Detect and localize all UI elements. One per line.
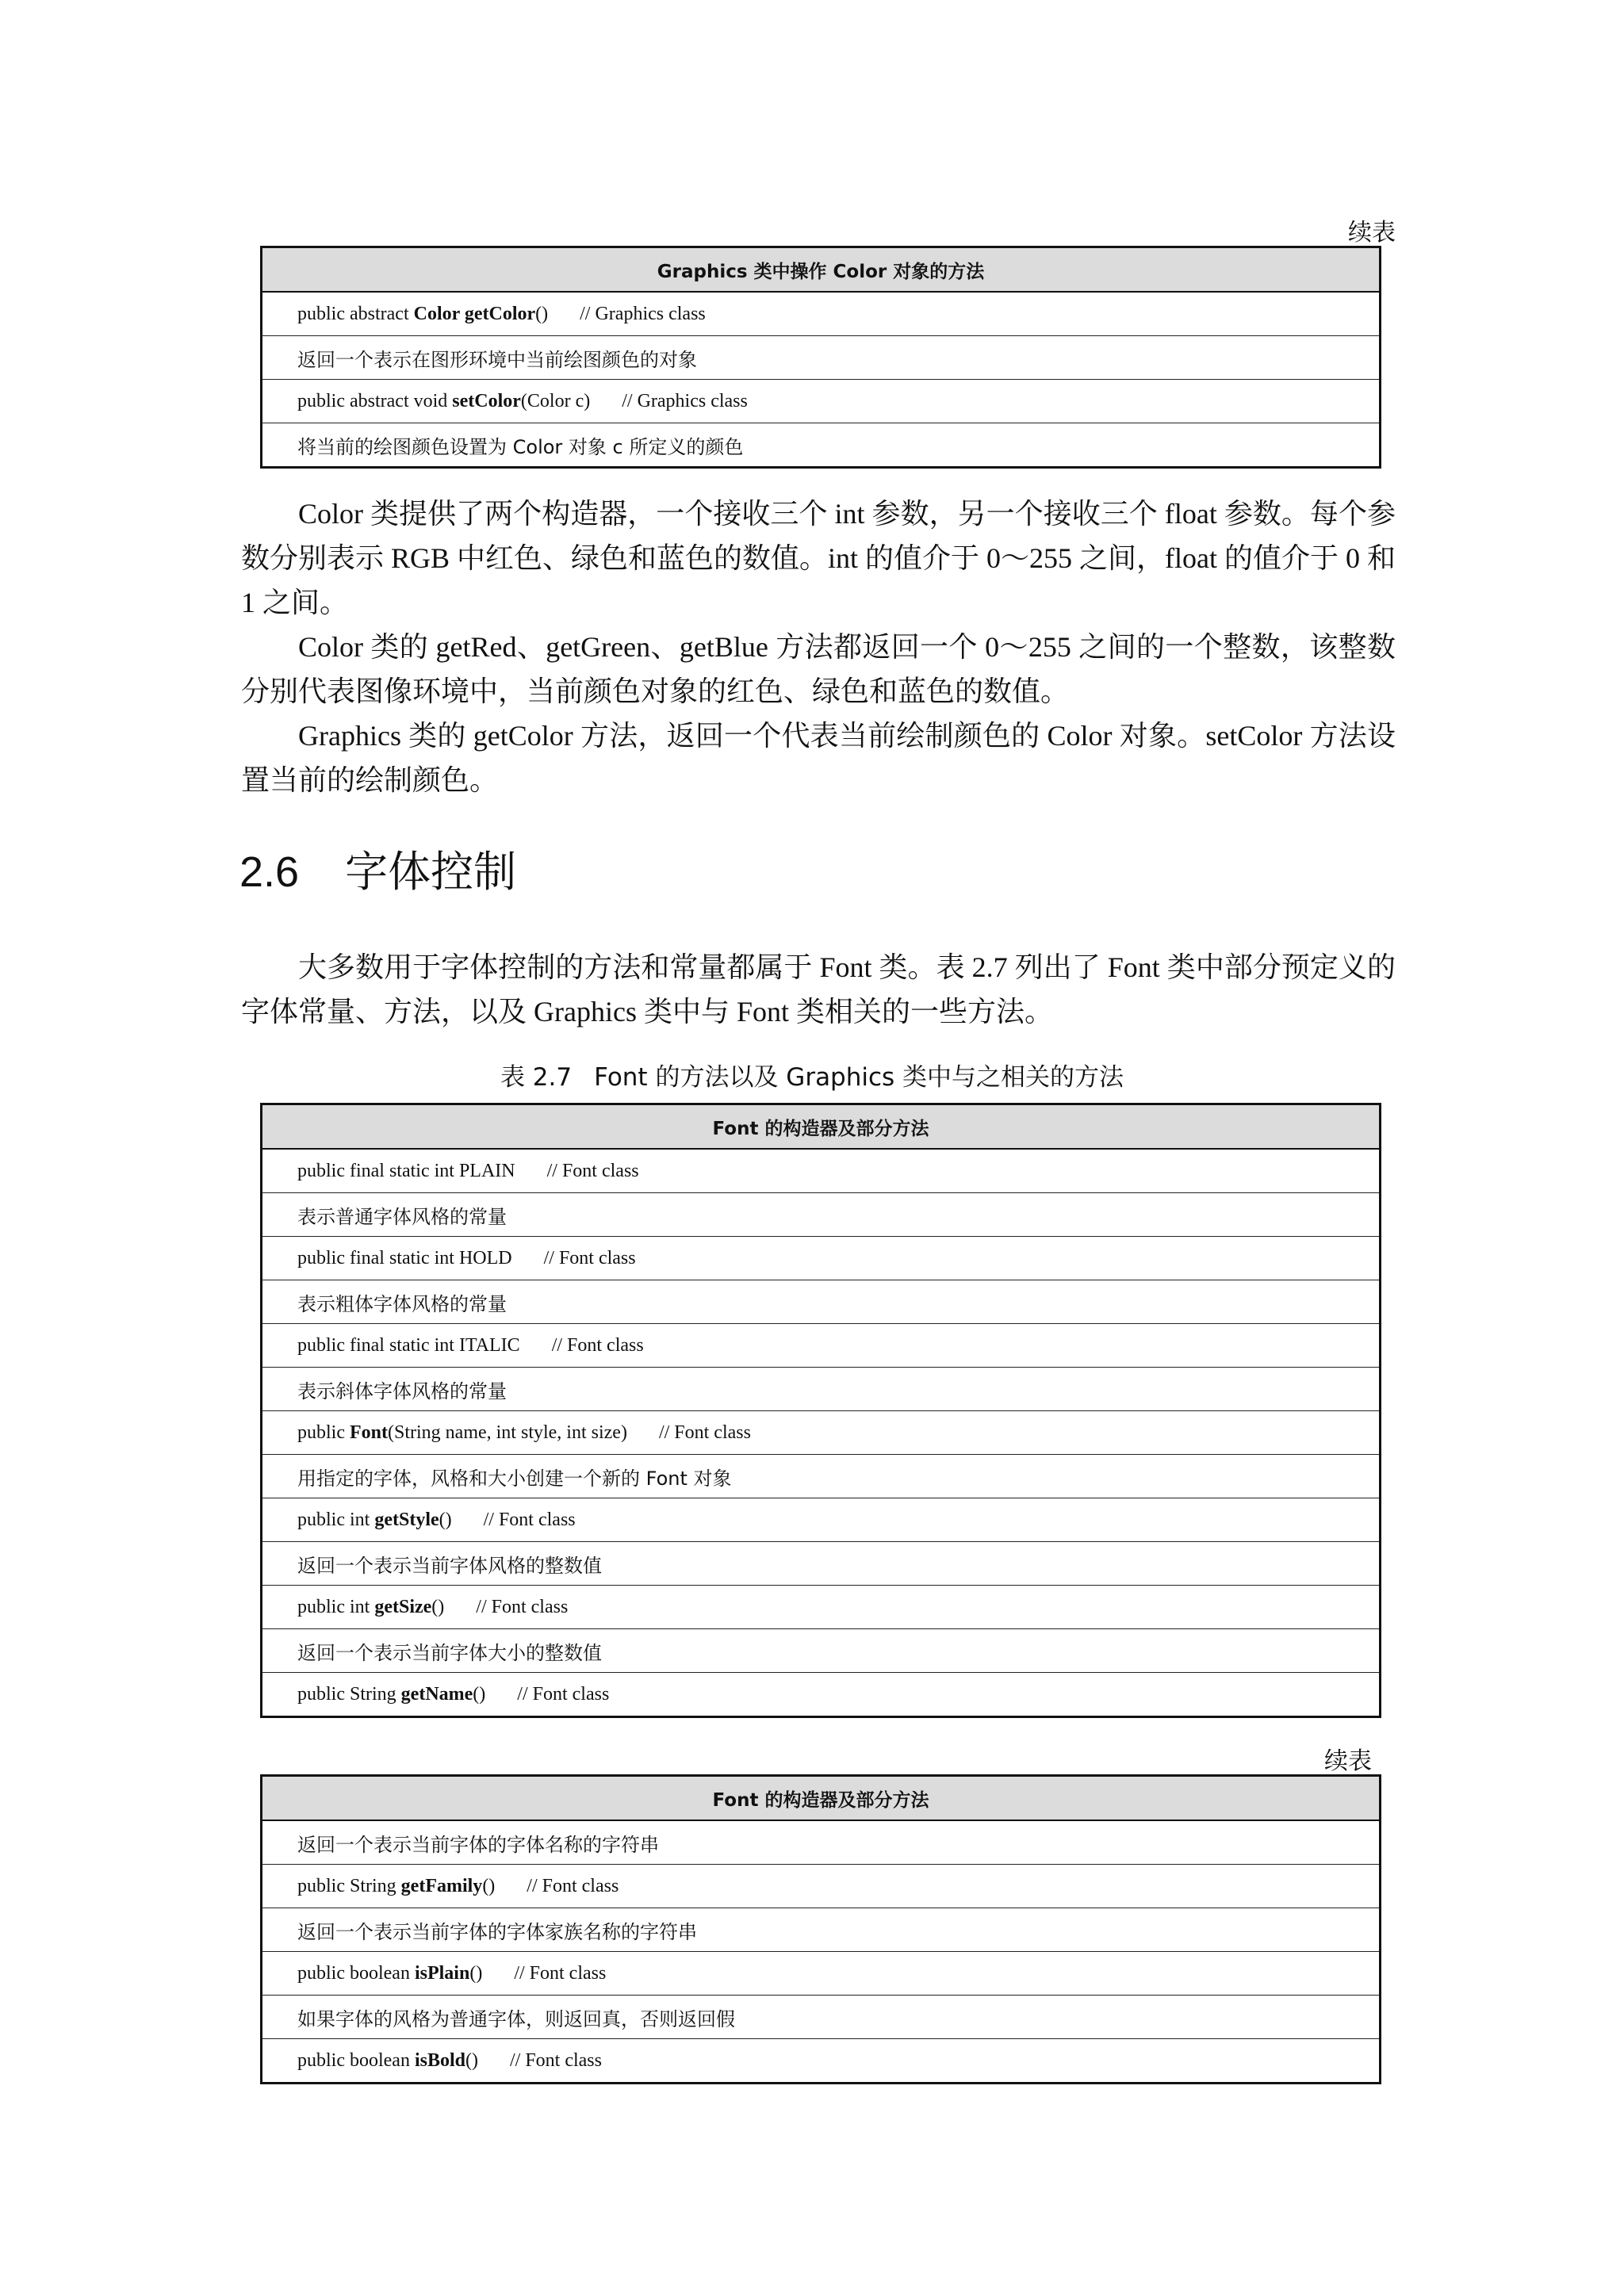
section-heading <box>239 840 516 904</box>
signature-prefix: public final static int PLAIN <box>297 1160 515 1181</box>
method-signature <box>262 1952 1381 1996</box>
table-row <box>262 1673 1381 1717</box>
table-row <box>262 1820 1381 1865</box>
signature-comment: // Font class <box>483 1509 576 1530</box>
signature-comment: // Font class <box>476 1596 569 1617</box>
method-description: 用指定的字体，风格和大小创建一个新的 Font 对象 <box>262 1455 1381 1498</box>
table-row <box>262 380 1381 423</box>
table-header: Font 的构造器及部分方法 <box>262 1776 1381 1821</box>
signature-prefix: public String <box>297 1683 401 1705</box>
method-description: 返回一个表示当前字体的字体家族名称的字符串 <box>262 1908 1381 1952</box>
signature-prefix: public int <box>297 1509 375 1530</box>
table-caption <box>0 1057 1624 1093</box>
signature-prefix: public String <box>297 1875 401 1896</box>
method-signature <box>262 1586 1381 1629</box>
method-description: 将当前的绘图颜色设置为 Color 对象 c 所定义的颜色 <box>262 423 1381 468</box>
method-name: setColor <box>452 390 521 411</box>
signature-params: () <box>535 303 549 324</box>
method-description: 返回一个表示当前字体风格的整数值 <box>262 1542 1381 1586</box>
font-methods-table-continued <box>260 1774 1381 2084</box>
table-row <box>262 336 1381 380</box>
method-description: 表示普通字体风格的常量 <box>262 1193 1381 1237</box>
signature-params: () <box>465 2049 478 2071</box>
table-row <box>262 1586 1381 1629</box>
color-methods-table <box>260 246 1381 469</box>
signature-prefix: public boolean <box>297 1962 415 1984</box>
signature-comment: // Font class <box>546 1160 639 1181</box>
signature-prefix: public abstract void <box>297 390 453 411</box>
signature-prefix: public int <box>297 1596 375 1617</box>
method-name: getStyle <box>374 1509 439 1530</box>
method-name: getSize <box>374 1596 432 1617</box>
signature-prefix: public abstract <box>297 303 414 324</box>
section-title: 字体控制 <box>345 848 517 896</box>
table-caption-text: Font 的方法以及 Graphics 类中与之相关的方法 <box>594 1063 1124 1092</box>
signature-comment: // Font class <box>543 1247 636 1269</box>
method-description: 表示斜体字体风格的常量 <box>262 1368 1381 1411</box>
signature-params: () <box>482 1875 496 1896</box>
table-row <box>262 1498 1381 1542</box>
method-signature <box>262 1237 1381 1280</box>
table-caption-number: 表 2.7 <box>500 1063 573 1092</box>
method-signature <box>262 380 1381 423</box>
section-paragraph: 大多数用于字体控制的方法和常量都属于 Font 类。表 2.7 列出了 Font 类中部分预定义的字体常量、方法，以及 Graphics 类中与 Font 类相关的一些方法。 <box>241 951 1396 1027</box>
method-signature <box>262 1865 1381 1908</box>
table-row <box>262 1865 1381 1908</box>
method-signature <box>262 1411 1381 1455</box>
table-row <box>262 1455 1381 1498</box>
signature-comment: // Font class <box>658 1422 751 1443</box>
table-row <box>262 1996 1381 2039</box>
method-name: isPlain <box>414 1962 470 1984</box>
signature-params: () <box>431 1596 445 1617</box>
method-description: 表示粗体字体风格的常量 <box>262 1280 1381 1324</box>
table-header: Graphics 类中操作 Color 对象的方法 <box>262 247 1381 293</box>
method-signature <box>262 1498 1381 1542</box>
table-row <box>262 1542 1381 1586</box>
method-description: 返回一个表示当前字体的字体名称的字符串 <box>262 1820 1381 1865</box>
method-description: 如果字体的风格为普通字体，则返回真，否则返回假 <box>262 1996 1381 2039</box>
paragraph: Graphics 类的 getColor 方法，返回一个代表当前绘制颜色的 Color 对象。setColor 方法设置当前的绘制颜色。 <box>241 720 1396 796</box>
method-signature <box>262 292 1381 336</box>
method-name: Color getColor <box>413 303 536 324</box>
method-signature <box>262 1149 1381 1193</box>
method-description: 返回一个表示在图形环境中当前绘图颜色的对象 <box>262 336 1381 380</box>
table-row <box>262 1411 1381 1455</box>
signature-comment: // Font class <box>509 2049 602 2071</box>
section-number: 2.6 <box>239 848 300 896</box>
table-row <box>262 1237 1381 1280</box>
table-row <box>262 423 1381 468</box>
signature-comment: // Font class <box>551 1334 644 1356</box>
paragraph: Color 类的 getRed、getGreen、getBlue 方法都返回一个 0～255 之间的一个整数，该整数分别代表图像环境中，当前颜色对象的红色、绿色和蓝色的数值。 <box>241 631 1396 707</box>
table-row <box>262 1280 1381 1324</box>
method-name: getName <box>400 1683 473 1705</box>
signature-prefix: public final static int HOLD <box>297 1247 512 1269</box>
signature-comment: // Font class <box>514 1962 607 1984</box>
signature-prefix: public final static int ITALIC <box>297 1334 520 1356</box>
signature-prefix: public boolean <box>297 2049 415 2071</box>
signature-comment: // Font class <box>517 1683 610 1705</box>
table-continued-label: 续表 <box>1324 1747 1372 1775</box>
font-methods-table <box>260 1103 1381 1718</box>
signature-prefix: public <box>297 1422 350 1443</box>
signature-params: () <box>473 1683 486 1705</box>
table-row <box>262 1629 1381 1673</box>
method-signature <box>262 1324 1381 1368</box>
signature-comment: // Graphics class <box>580 303 706 324</box>
table-row <box>262 1368 1381 1411</box>
method-signature <box>262 2039 1381 2084</box>
table-row <box>262 1193 1381 1237</box>
table-row <box>262 1149 1381 1193</box>
table-row <box>262 1324 1381 1368</box>
table-row <box>262 2039 1381 2084</box>
method-signature <box>262 1673 1381 1717</box>
table-continued-label: 续表 <box>1348 219 1396 247</box>
method-name: Font <box>350 1422 388 1443</box>
paragraph: Color 类提供了两个构造器，一个接收三个 int 参数，另一个接收三个 float 参数。每个参数分别表示 RGB 中红色、绿色和蓝色的数值。int 的值介于 0～255 之间，float 的值介于 0 和 1 之间。 <box>241 498 1396 618</box>
signature-params: (String name, int style, int size) <box>388 1422 627 1443</box>
method-name: getFamily <box>400 1875 483 1896</box>
table-row <box>262 1908 1381 1952</box>
table-row <box>262 292 1381 336</box>
method-description: 返回一个表示当前字体大小的整数值 <box>262 1629 1381 1673</box>
table-row <box>262 1952 1381 1996</box>
signature-params: (Color c) <box>520 390 591 411</box>
signature-comment: // Graphics class <box>622 390 748 411</box>
table-header: Font 的构造器及部分方法 <box>262 1104 1381 1150</box>
signature-params: () <box>439 1509 452 1530</box>
signature-comment: // Font class <box>527 1875 619 1896</box>
signature-params: () <box>469 1962 483 1984</box>
method-name: isBold <box>414 2049 465 2071</box>
